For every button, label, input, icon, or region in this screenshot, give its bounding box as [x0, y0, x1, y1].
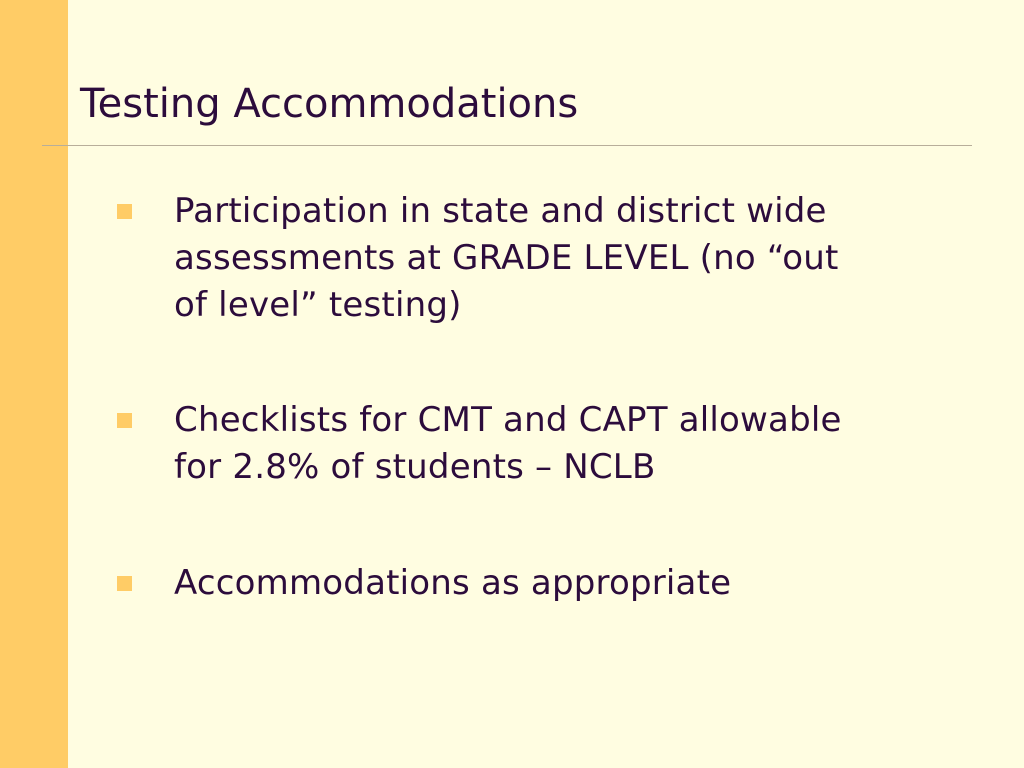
slide-title: Testing Accommodations: [80, 81, 579, 127]
bullet-text: Accommodations as appropriate: [174, 563, 732, 603]
square-bullet-icon: [117, 204, 132, 219]
bullet-text: Checklists for CMT and CAPT allowable for 2.8% of students – NCLB: [174, 400, 842, 487]
square-bullet-icon: [117, 576, 132, 591]
bullet-text: Participation in state and district wide assessments at GRADE LEVEL (no “out of level” testing): [174, 191, 839, 325]
side-accent-bar: [0, 0, 68, 768]
square-bullet-icon: [117, 413, 132, 428]
title-divider: [42, 145, 972, 146]
